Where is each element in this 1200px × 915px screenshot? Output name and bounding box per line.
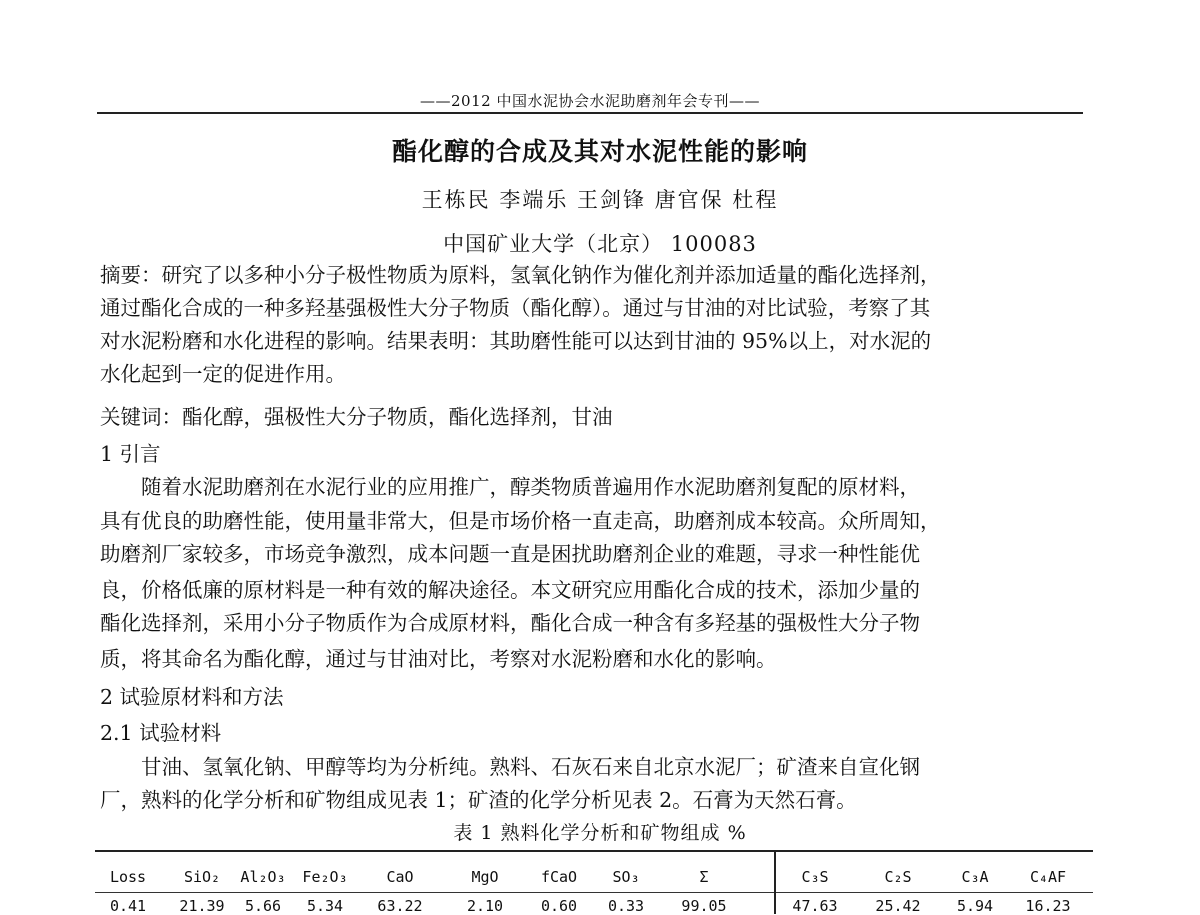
- keywords: 关键词：酯化醇，强极性大分子物质，酯化选择剂，甘油: [100, 405, 613, 429]
- table-cell: 0.41: [109, 897, 147, 915]
- abstract-line: 摘要：研究了以多种小分子极性物质为原料，氢氧化钠作为催化剂并添加适量的酯化选择剂，: [100, 263, 941, 287]
- body-line: 质，将其命名为酯化醇，通过与甘油对比，考察对水泥粉磨和水化的影响。: [100, 647, 777, 671]
- table-cell: 21.39: [179, 897, 225, 915]
- table-caption: 表 1 熟料化学分析和矿物组成 %: [453, 822, 747, 844]
- abstract-line: 对水泥粉磨和水化进程的影响。结果表明：其助磨性能可以达到甘油的 95%以上，对水泥的: [100, 329, 932, 353]
- table-cell: 2.10: [466, 897, 504, 915]
- table-cell: 47.63: [792, 897, 838, 915]
- table-cell: 16.23: [1025, 897, 1071, 915]
- table-header-cell: C₃A: [961, 868, 989, 886]
- table-cell: 99.05: [681, 897, 727, 915]
- table-header-cell: Fe₂O₃: [302, 868, 348, 886]
- table-cell: 5.94: [956, 897, 994, 915]
- table-header-cell: MgO: [471, 868, 499, 886]
- abstract-line: 水化起到一定的促进作用。: [100, 362, 346, 386]
- table-cell: 25.42: [875, 897, 921, 915]
- table-header-cell: fCaO: [540, 868, 578, 886]
- section-heading: 2 试验原材料和方法: [100, 685, 284, 709]
- table-header-cell: C₄AF: [1029, 868, 1067, 886]
- body-line: 甘油、氢氧化钠、甲醇等均为分析纯。熟料、石灰石来自北京水泥厂；矿渣来自宣化钢: [141, 755, 920, 779]
- table-cell: 63.22: [377, 897, 423, 915]
- table-header-cell: Al₂O₃: [240, 868, 286, 886]
- table-cell: 0.33: [607, 897, 645, 915]
- table-header-rule: [95, 892, 1093, 893]
- body-line: 良，价格低廉的原材料是一种有效的解决途径。本文研究应用酯化合成的技术，添加少量的: [100, 578, 920, 602]
- body-line: 助磨剂厂家较多，市场竞争激烈，成本问题一直是困扰助磨剂企业的难题，寻求一种性能优: [100, 542, 920, 566]
- body-line: 酯化选择剂，采用小分子物质作为合成原材料，酯化合成一种含有多羟基的强极性大分子物: [100, 611, 920, 635]
- table-cell: 0.60: [540, 897, 578, 915]
- table-top-rule: [95, 850, 1093, 852]
- body-line: 随着水泥助磨剂在水泥行业的应用推广，醇类物质普遍用作水泥助磨剂复配的原材料，: [141, 475, 920, 499]
- table-column-separator: [774, 850, 776, 914]
- table-header-cell: CaO: [386, 868, 414, 886]
- journal-header: ——2012 中国水泥协会水泥助磨剂年会专刊——: [420, 92, 760, 110]
- body-line: 厂，熟料的化学分析和矿物组成见表 1；矿渣的化学分析见表 2。石膏为天然石膏。: [100, 788, 857, 812]
- abstract-line: 通过酯化合成的一种多羟基强极性大分子物质（酯化醇）。通过与甘油的对比试验，考察了其: [100, 296, 931, 320]
- table-cell: 5.34: [306, 897, 344, 915]
- authors: 王栋民 李端乐 王剑锋 唐官保 杜程: [421, 188, 779, 212]
- table-cell: 5.66: [244, 897, 282, 915]
- affiliation: 中国矿业大学（北京） 100083: [443, 232, 757, 256]
- subsection-heading: 2.1 试验材料: [100, 721, 222, 745]
- table-header-cell: Loss: [109, 868, 147, 886]
- body-line: 具有优良的助磨性能，使用量非常大，但是市场价格一直走高，助磨剂成本较高。众所周知，: [100, 509, 941, 533]
- table-header-cell: SO₃: [612, 868, 640, 886]
- table-header-cell: Σ: [699, 868, 709, 886]
- section-heading: 1 引言: [100, 442, 161, 466]
- header-rule: [97, 112, 1083, 114]
- paper-title: 酯化醇的合成及其对水泥性能的影响: [391, 137, 808, 166]
- table-header-cell: C₂S: [884, 868, 912, 886]
- table-header-cell: SiO₂: [183, 868, 221, 886]
- table-header-cell: C₃S: [801, 868, 829, 886]
